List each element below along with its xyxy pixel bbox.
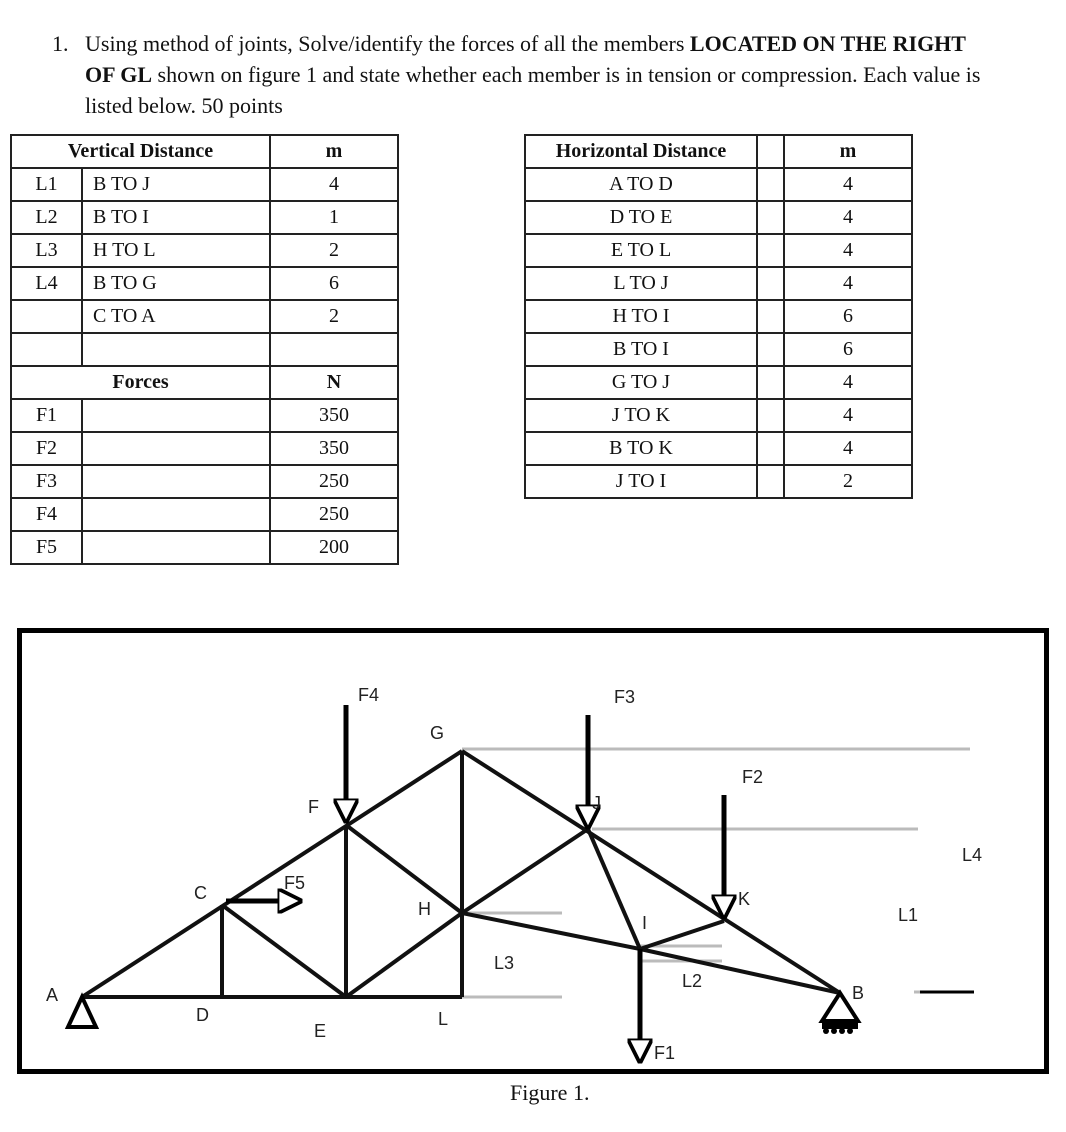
node-label-h: H — [418, 899, 431, 919]
table-row: F3 250 — [11, 465, 398, 498]
table-row: L4 B TO G 6 — [11, 267, 398, 300]
node-label-g: G — [430, 723, 445, 743]
horizontal-distance-table — [524, 134, 913, 499]
table-row — [11, 333, 398, 366]
table-row: H TO I 6 — [525, 300, 912, 333]
vertical-header-label: Vertical Distance — [11, 135, 270, 168]
table-row: L1 B TO J 4 — [11, 168, 398, 201]
truss-figure — [17, 628, 1049, 1074]
load-label-f4: F4 — [358, 685, 380, 705]
forces-header-label: Forces — [11, 366, 270, 399]
node-label-f: F — [308, 797, 319, 817]
table-row: L3 H TO L 2 — [11, 234, 398, 267]
table-row: L2 B TO I 1 — [11, 201, 398, 234]
table-row: F4 250 — [11, 498, 398, 531]
dimension-label-l2: L2 — [682, 971, 703, 991]
node-label-i: I — [642, 913, 648, 933]
load-label-f5: F5 — [284, 873, 306, 893]
node-label-c: C — [194, 883, 207, 903]
dimension-guides — [462, 749, 970, 997]
table-row: A TO D 4 — [525, 168, 912, 201]
table-row: J TO I 2 — [525, 465, 912, 498]
pin-support-a — [68, 997, 96, 1027]
table-row: B TO I 6 — [525, 333, 912, 366]
load-label-f3: F3 — [614, 687, 636, 707]
load-label-f1: F1 — [654, 1043, 676, 1063]
table-row: B TO K 4 — [525, 432, 912, 465]
table-row: G TO J 4 — [525, 366, 912, 399]
dimension-label-l3: L3 — [494, 953, 515, 973]
dimension-label-l1: L1 — [898, 905, 919, 925]
vertical-header-unit: m — [270, 135, 398, 168]
node-label-j: J — [592, 793, 601, 813]
node-label-e: E — [314, 1021, 327, 1041]
node-label-b: B — [852, 983, 865, 1003]
node-label-d: D — [196, 1005, 209, 1025]
truss-diagram — [22, 633, 1044, 1069]
load-label-f2: F2 — [742, 767, 764, 787]
table-row: D TO E 4 — [525, 201, 912, 234]
table-row: E TO L 4 — [525, 234, 912, 267]
node-label-k: K — [738, 889, 751, 909]
dimension-label-l4: L4 — [962, 845, 983, 865]
table-row: J TO K 4 — [525, 399, 912, 432]
question-bold-text: LOCATED ON THE RIGHT OF GL — [85, 31, 966, 87]
table-row: F2 350 — [11, 432, 398, 465]
node-label-a: A — [46, 985, 59, 1005]
vertical-distance-table — [10, 134, 399, 565]
question-text: Using method of joints, Solve/identify the forces of all the members LOCATED ON THE RIGHT OF GL shown on figure 1 and state whether each member is in tension or compression. Each value is listed below. 50 points — [85, 31, 981, 118]
question-number: 1. — [52, 31, 69, 56]
forces-header-unit: N — [270, 366, 398, 399]
table-row: F1 350 — [11, 399, 398, 432]
figure-caption: Figure 1. — [510, 1080, 590, 1105]
horizontal-header-unit: m — [784, 135, 912, 168]
table-row: C TO A 2 — [11, 300, 398, 333]
horizontal-header-label: Horizontal Distance — [525, 135, 757, 168]
node-label-l: L — [438, 1009, 449, 1029]
table-row: L TO J 4 — [525, 267, 912, 300]
table-row: F5 200 — [11, 531, 398, 564]
